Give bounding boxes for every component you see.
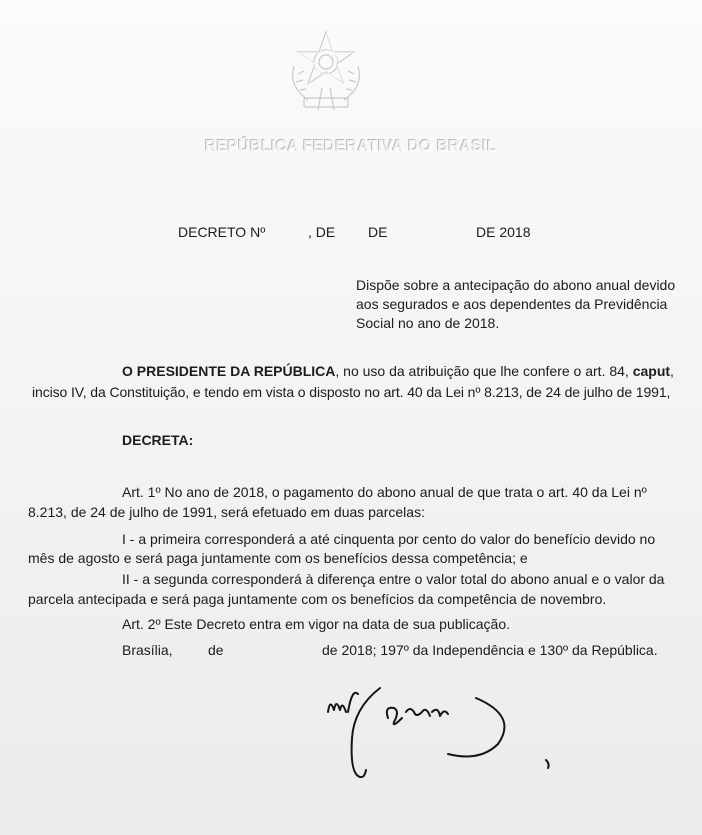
decree-month-label: DE xyxy=(368,224,388,240)
president-title: O PRESIDENTE DA REPÚBLICA xyxy=(122,363,336,379)
decree-day-label: , DE xyxy=(308,224,336,240)
closing-de: de xyxy=(208,642,224,658)
decreta-heading: DECRETA: xyxy=(122,432,194,448)
art1-line-2: 8.213, de 24 de julho de 1991, será efetuado em duas parcelas: xyxy=(28,504,425,520)
closing-date-text: de 2018; 197º da Independência e 130º da República. xyxy=(322,642,658,658)
inciso-2-line-1: II - a segunda corresponderá à diferença entre o valor total do abono anual e o valor da xyxy=(122,571,665,587)
inciso-1-line-2: mês de agosto e será paga juntamente com os benefícios dessa competência; e xyxy=(28,550,528,566)
art2-line: Art. 2º Este Decreto entra em vigor na data de sua publicação. xyxy=(122,616,510,632)
ementa-line-2: aos segurados e aos dependentes da Previdência xyxy=(356,296,668,312)
preamble-line-2: inciso IV, da Constituição, e tendo em vista o disposto no art. 40 da Lei nº 8.213, de 24 de julho de 1991, xyxy=(32,384,671,400)
preamble-text: , no uso da atribuição que lhe confere o art. 84, xyxy=(335,363,633,379)
header-title: REPÚBLICA FEDERATIVA DO BRASIL xyxy=(205,138,497,155)
signature xyxy=(318,678,558,788)
art1-line-1: Art. 1º No ano de 2018, o pagamento do abono anual de que trata o art. 40 da Lei nº xyxy=(122,484,647,500)
coat-of-arms-seal xyxy=(278,26,374,116)
ementa-line-1: Dispõe sobre a antecipação do abono anual devido xyxy=(356,277,676,293)
ementa-line-3: Social no ano de 2018. xyxy=(356,315,500,331)
caput-term: caput xyxy=(632,363,671,379)
inciso-1-line-1: I - a primeira corresponderá a até cinquenta por cento do valor do benefício devido no xyxy=(122,531,656,547)
inciso-2-line-2: parcela antecipada e será paga juntamente com os benefícios da competência de novembro. xyxy=(28,591,607,607)
closing-place: Brasília, xyxy=(122,642,173,658)
preamble-line-1 xyxy=(122,361,674,381)
preamble-comma: , xyxy=(670,363,674,379)
decree-year-label: DE 2018 xyxy=(476,224,531,240)
decree-number-label: DECRETO Nº xyxy=(178,224,266,240)
